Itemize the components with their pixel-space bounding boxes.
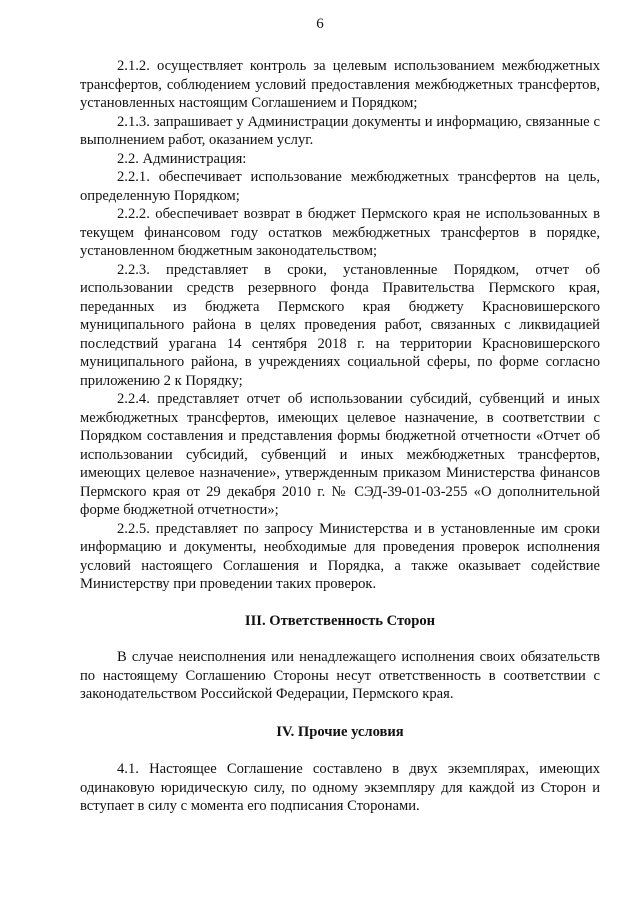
paragraph-2-2: 2.2. Администрация: xyxy=(117,150,247,167)
paragraph-2-2-1: 2.2.1. обеспечивает использование межбюджетных трансфертов на цель, определенную Порядком; xyxy=(80,169,600,204)
section-3-heading: III. Ответственность Сторон xyxy=(244,612,436,629)
paragraph-2-2-3: 2.2.3. представляет в сроки, установленные Порядком, отчет об использовании средств резервного фонда Правительства Пермского края, переданных из бюджета Пермского края бюджету Красновишерского муниципального района в целях проведения работ, связанных с ликвидацией последствий урагана 14 сентября 2018 г. на территории Красновишерского муниципального района, в учреждениях социальной сферы, по форме согласно приложению 2 к Порядку; xyxy=(80,261,600,389)
document-body xyxy=(80,57,600,816)
section-4-heading: IV. Прочие условия xyxy=(276,723,404,740)
paragraph-2-2-2: 2.2.2. обеспечивает возврат в бюджет Пермского края не использованных в текущем финансовом году остатков межбюджетных трансфертов в порядке, установленном бюджетным законодательством; xyxy=(80,206,600,259)
section-3-paragraph: В случае неисполнения или ненадлежащего исполнения своих обязательств по настоящему Соглашению Стороны несут ответственность в соответствии с законодательством Российской Федерации, Пермского края. xyxy=(80,649,600,702)
paragraph-2-1-3: 2.1.3. запрашивает у Администрации документы и информацию, связанные с выполнением работ, оказанием услуг. xyxy=(80,113,600,148)
page-number: 6 xyxy=(316,16,324,32)
paragraph-2-1-2: 2.1.2. осуществляет контроль за целевым использованием межбюджетных трансфертов, соблюдением условий предоставления межбюджетных трансфертов, установленных настоящим Соглашением и Порядком; xyxy=(80,58,600,111)
paragraph-2-2-4: 2.2.4. представляет отчет об использовании субсидий, субвенций и иных межбюджетных трансфертов, имеющих целевое назначение, в соответствии с Порядком составления и представления формы бюджетной отчетности «Отчет об использовании субсидий, субвенций и иных межбюджетных трансфертов, имеющих целевое назначение», утвержденным приказом Министерства финансов Пермского края от 29 декабря 2010 г. № СЭД-39-01-03-255 «О дополнительной форме бюджетной отчетности»; xyxy=(80,391,600,518)
paragraph-4-1: 4.1. Настоящее Соглашение составлено в двух экземплярах, имеющих одинаковую юридическую силу, по одному экземпляру для каждой из Сторон и вступает в силу с момента его подписания Сторонами. xyxy=(80,761,600,814)
paragraph-2-2-5: 2.2.5. представляет по запросу Министерства и в установленные им сроки информацию и документы, необходимые для проведения проверок исполнения условий настоящего Соглашения и Порядка, а также оказывает содействие Министерству при проведении таких проверок. xyxy=(80,520,600,592)
